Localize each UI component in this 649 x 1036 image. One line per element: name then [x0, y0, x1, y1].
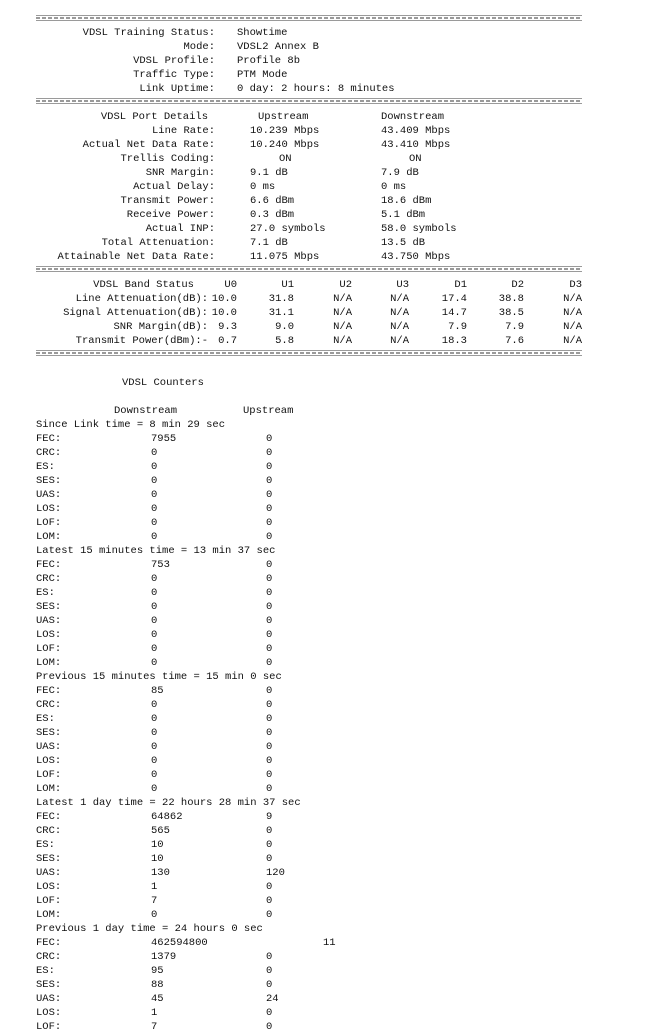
counter-label: LOS: — [36, 1007, 62, 1019]
counter-label: FEC: — [36, 433, 62, 445]
band-value: 9.0 — [275, 321, 294, 333]
counter-upstream-value: 0 — [266, 727, 273, 739]
counter-label: SES: — [36, 727, 62, 739]
port-header-downstream: Downstream — [381, 111, 445, 123]
counter-upstream-value: 0 — [266, 965, 273, 977]
counter-downstream-value: 565 — [151, 825, 170, 837]
counter-downstream-value: 1379 — [151, 951, 177, 963]
band-value: 10.0 — [211, 293, 237, 305]
port-downstream-value: 43.750 Mbps — [381, 251, 451, 263]
band-value: N/A — [390, 335, 409, 347]
counter-downstream-value: 0 — [151, 475, 158, 487]
counter-label: LOM: — [36, 783, 62, 795]
counter-downstream-value: 0 — [151, 727, 158, 739]
band-value: 31.8 — [268, 293, 294, 305]
band-value: N/A — [333, 335, 352, 347]
band-row-label: SNR Margin(dB): — [113, 321, 208, 333]
counter-downstream-value: 0 — [151, 657, 158, 669]
counter-label: LOM: — [36, 531, 62, 543]
counter-downstream-value: 0 — [151, 699, 158, 711]
training-label: VDSL Training Status: — [82, 27, 215, 39]
counter-label: ES: — [36, 713, 55, 725]
counters-col-upstream: Upstream — [243, 405, 294, 417]
port-upstream-value: 27.0 symbols — [250, 223, 326, 235]
counter-label: LOS: — [36, 755, 62, 767]
counter-label: LOF: — [36, 895, 62, 907]
counter-upstream-value: 0 — [266, 573, 273, 585]
counter-label: UAS: — [36, 615, 62, 627]
band-value: N/A — [563, 335, 582, 347]
port-upstream-value: 7.1 dB — [250, 237, 288, 249]
band-header-col: D2 — [511, 279, 524, 291]
port-upstream-value: 9.1 dB — [250, 167, 288, 179]
counter-downstream-value: 0 — [151, 741, 158, 753]
counters-section-title: Previous 15 minutes time = 15 min 0 sec — [36, 671, 282, 683]
band-value: 7.6 — [505, 335, 524, 347]
counter-upstream-value: 0 — [266, 643, 273, 655]
counter-label: LOF: — [36, 1021, 62, 1033]
port-upstream-value: 6.6 dBm — [250, 195, 295, 207]
counter-upstream-value: 0 — [266, 825, 273, 837]
counter-label: FEC: — [36, 559, 62, 571]
band-header-col: U2 — [339, 279, 352, 291]
training-label: Traffic Type: — [133, 69, 215, 81]
band-header-col: U1 — [281, 279, 294, 291]
counter-downstream-value: 0 — [151, 573, 158, 585]
counter-upstream-value: 0 — [266, 755, 273, 767]
port-downstream-value: 43.409 Mbps — [381, 125, 451, 137]
band-value: N/A — [563, 307, 582, 319]
counter-upstream-value: 0 — [266, 433, 273, 445]
band-value: N/A — [390, 293, 409, 305]
band-row-label: Signal Attenuation(dB): — [63, 307, 208, 319]
training-label: Link Uptime: — [139, 83, 215, 95]
band-header-col: D3 — [569, 279, 582, 291]
band-header-col: U0 — [224, 279, 237, 291]
band-header-label: VDSL Band Status — [93, 279, 194, 291]
port-label: Actual INP: — [145, 223, 215, 235]
band-row-label: Transmit Power(dBm):- — [75, 335, 208, 347]
counter-upstream-value: 0 — [266, 503, 273, 515]
counter-upstream-value: 0 — [266, 1021, 273, 1033]
counter-downstream-value: 0 — [151, 447, 158, 459]
port-label: SNR Margin: — [145, 167, 215, 179]
counter-label: ES: — [36, 839, 55, 851]
counter-upstream-value: 0 — [266, 881, 273, 893]
port-upstream-value: 11.075 Mbps — [250, 251, 320, 263]
port-label: Total Attenuation: — [101, 237, 215, 249]
counter-upstream-value: 0 — [266, 475, 273, 487]
port-upstream-value: 0.3 dBm — [250, 209, 295, 221]
counter-label: SES: — [36, 979, 62, 991]
counter-label: SES: — [36, 475, 62, 487]
counter-downstream-value: 0 — [151, 629, 158, 641]
band-header-col: D1 — [454, 279, 467, 291]
counter-upstream-value: 0 — [266, 909, 273, 921]
counter-label: LOM: — [36, 657, 62, 669]
counters-section-title: Since Link time = 8 min 29 sec — [36, 419, 226, 431]
counter-label: UAS: — [36, 867, 62, 879]
counter-downstream-value: 0 — [151, 461, 158, 473]
counter-downstream-value: 0 — [151, 783, 158, 795]
counter-downstream-value: 753 — [151, 559, 170, 571]
counter-upstream-value: 0 — [266, 531, 273, 543]
counter-upstream-value: 120 — [266, 867, 285, 879]
counter-downstream-value: 1 — [151, 881, 158, 893]
port-upstream-value: 0 ms — [250, 181, 276, 193]
band-value: 18.3 — [441, 335, 467, 347]
counter-label: LOS: — [36, 503, 62, 515]
counter-upstream-value: 24 — [266, 993, 279, 1005]
counter-upstream-value: 0 — [266, 517, 273, 529]
counter-upstream-value: 9 — [266, 811, 273, 823]
counter-downstream-value: 0 — [151, 503, 158, 515]
training-label: VDSL Profile: — [133, 55, 215, 67]
counter-upstream-value: 0 — [266, 951, 273, 963]
counter-label: CRC: — [36, 951, 62, 963]
port-header-upstream: Upstream — [258, 111, 309, 123]
counters-section-title: Previous 1 day time = 24 hours 0 sec — [36, 923, 263, 935]
separator-port — [36, 98, 582, 104]
band-value: 7.9 — [448, 321, 467, 333]
counter-label: ES: — [36, 965, 55, 977]
counter-label: UAS: — [36, 993, 62, 1005]
port-upstream-value: ON — [279, 153, 292, 165]
counter-upstream-value: 0 — [266, 657, 273, 669]
counter-label: CRC: — [36, 825, 62, 837]
counter-downstream-value: 10 — [151, 839, 164, 851]
port-header-label: VDSL Port Details — [100, 111, 208, 123]
counter-label: ES: — [36, 587, 55, 599]
counter-upstream-value: 0 — [266, 979, 273, 991]
counter-downstream-value: 64862 — [151, 811, 183, 823]
counter-upstream-value: 0 — [266, 685, 273, 697]
band-header-col: U3 — [396, 279, 409, 291]
band-value: N/A — [563, 321, 582, 333]
band-value: 0.7 — [218, 335, 237, 347]
band-value: 9.3 — [218, 321, 237, 333]
band-value: 31.1 — [268, 307, 294, 319]
counter-upstream-value: 0 — [266, 839, 273, 851]
port-downstream-value: 58.0 symbols — [381, 223, 457, 235]
training-label: Mode: — [183, 41, 215, 53]
counter-downstream-value: 45 — [151, 993, 164, 1005]
counter-label: LOF: — [36, 517, 62, 529]
counter-downstream-value: 130 — [151, 867, 170, 879]
port-downstream-value: 18.6 dBm — [381, 195, 432, 207]
training-value: 0 day: 2 hours: 8 minutes — [237, 83, 395, 95]
counter-upstream-value: 0 — [266, 629, 273, 641]
port-label: Transmit Power: — [120, 195, 215, 207]
counter-downstream-value: 0 — [151, 643, 158, 655]
counter-downstream-value: 0 — [151, 615, 158, 627]
counter-label: FEC: — [36, 685, 62, 697]
counter-upstream-value: 0 — [266, 699, 273, 711]
counter-label: LOS: — [36, 881, 62, 893]
band-value: 14.7 — [441, 307, 467, 319]
counter-upstream-value: 0 — [266, 601, 273, 613]
counters-section-title: Latest 1 day time = 22 hours 28 min 37 sec — [36, 797, 301, 809]
counter-downstream-value: 0 — [151, 755, 158, 767]
port-label: Attainable Net Data Rate: — [57, 251, 215, 263]
counter-upstream-value: 0 — [266, 741, 273, 753]
counter-label: CRC: — [36, 447, 62, 459]
counter-upstream-value: 0 — [266, 587, 273, 599]
port-label: Actual Delay: — [133, 181, 215, 193]
counter-upstream-value: 0 — [266, 615, 273, 627]
band-value: N/A — [390, 307, 409, 319]
counter-label: LOF: — [36, 643, 62, 655]
band-value: N/A — [390, 321, 409, 333]
counter-label: SES: — [36, 853, 62, 865]
separator-top — [36, 15, 582, 21]
band-value: 38.5 — [498, 307, 524, 319]
counter-label: LOM: — [36, 909, 62, 921]
counter-upstream-value: 0 — [266, 489, 273, 501]
counter-label: UAS: — [36, 489, 62, 501]
counter-label: LOS: — [36, 629, 62, 641]
port-label: Actual Net Data Rate: — [82, 139, 215, 151]
port-downstream-value: 7.9 dB — [381, 167, 419, 179]
port-upstream-value: 10.239 Mbps — [250, 125, 320, 137]
counters-title: VDSL Counters — [122, 377, 204, 389]
separator-bottom — [36, 350, 582, 356]
counter-downstream-value: 0 — [151, 489, 158, 501]
counter-downstream-value: 0 — [151, 713, 158, 725]
band-value: N/A — [333, 293, 352, 305]
counter-downstream-value: 0 — [151, 601, 158, 613]
counter-upstream-value: 11 — [323, 937, 336, 949]
band-value: 7.9 — [505, 321, 524, 333]
counter-label: SES: — [36, 601, 62, 613]
counter-label: LOF: — [36, 769, 62, 781]
port-upstream-value: 10.240 Mbps — [250, 139, 320, 151]
band-value: N/A — [333, 321, 352, 333]
port-downstream-value: ON — [409, 153, 422, 165]
counter-upstream-value: 0 — [266, 769, 273, 781]
training-value: Showtime — [237, 27, 288, 39]
training-value: Profile 8b — [237, 55, 301, 67]
counter-downstream-value: 10 — [151, 853, 164, 865]
port-downstream-value: 0 ms — [381, 181, 407, 193]
port-downstream-value: 43.410 Mbps — [381, 139, 451, 151]
band-value: N/A — [333, 307, 352, 319]
counter-downstream-value: 7 — [151, 895, 158, 907]
counter-label: CRC: — [36, 699, 62, 711]
counter-downstream-value: 0 — [151, 587, 158, 599]
counter-downstream-value: 85 — [151, 685, 164, 697]
counter-upstream-value: 0 — [266, 713, 273, 725]
band-value: 38.8 — [498, 293, 524, 305]
separator-band — [36, 266, 582, 272]
band-row-label: Line Attenuation(dB): — [75, 293, 208, 305]
counter-label: UAS: — [36, 741, 62, 753]
counter-upstream-value: 0 — [266, 559, 273, 571]
counter-downstream-value: 0 — [151, 909, 158, 921]
port-label: Trellis Coding: — [120, 153, 215, 165]
counter-upstream-value: 0 — [266, 461, 273, 473]
counters-col-downstream: Downstream — [114, 405, 178, 417]
counter-downstream-value: 1 — [151, 1007, 158, 1019]
counter-upstream-value: 0 — [266, 1007, 273, 1019]
counter-downstream-value: 462594800 — [151, 937, 208, 949]
counter-label: ES: — [36, 461, 55, 473]
band-value: N/A — [563, 293, 582, 305]
counter-downstream-value: 7 — [151, 1021, 158, 1033]
counter-label: CRC: — [36, 573, 62, 585]
counters-section-title: Latest 15 minutes time = 13 min 37 sec — [36, 545, 276, 557]
port-label: Receive Power: — [126, 209, 215, 221]
band-value: 17.4 — [441, 293, 467, 305]
port-label: Line Rate: — [151, 125, 215, 137]
training-value: VDSL2 Annex B — [237, 41, 319, 53]
band-value: 10.0 — [211, 307, 237, 319]
counter-downstream-value: 95 — [151, 965, 164, 977]
port-downstream-value: 5.1 dBm — [381, 209, 426, 221]
counter-upstream-value: 0 — [266, 447, 273, 459]
counter-downstream-value: 7955 — [151, 433, 177, 445]
port-downstream-value: 13.5 dB — [381, 237, 426, 249]
counter-upstream-value: 0 — [266, 895, 273, 907]
counter-downstream-value: 0 — [151, 769, 158, 781]
counter-downstream-value: 88 — [151, 979, 164, 991]
counter-label: FEC: — [36, 937, 62, 949]
band-value: 5.8 — [275, 335, 294, 347]
counter-label: FEC: — [36, 811, 62, 823]
counter-downstream-value: 0 — [151, 517, 158, 529]
counter-downstream-value: 0 — [151, 531, 158, 543]
training-value: PTM Mode — [237, 69, 288, 81]
counter-upstream-value: 0 — [266, 783, 273, 795]
counter-upstream-value: 0 — [266, 853, 273, 865]
